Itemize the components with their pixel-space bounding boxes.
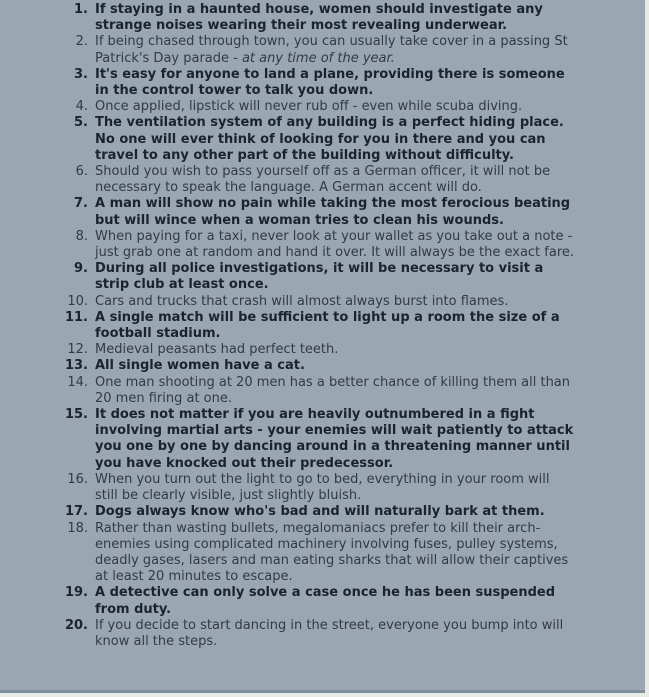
rule-number: 13. <box>64 358 88 374</box>
rule-number: 6. <box>75 164 88 180</box>
rule-item <box>0 585 645 617</box>
rule-item <box>0 472 645 504</box>
rule-item <box>0 229 645 261</box>
rule-number: 20. <box>64 617 88 633</box>
rule-item <box>0 67 645 99</box>
rule-text: It does not matter if you are heavily outnumbered in a fight involving martial arts - your enemies will wait patiently to attack you one by one by dancing around in a threatening manner until you have knocked out their predecessor. <box>95 407 574 471</box>
rule-item <box>0 261 645 293</box>
rule-text: Cars and trucks that crash will almost always burst into flames. <box>95 293 509 309</box>
rule-text: A man will show no pain while taking the most ferocious beating but will wince when a woman tries to clean his wounds. <box>95 196 571 228</box>
rule-number: 12. <box>67 342 88 358</box>
rule-item <box>0 164 645 196</box>
rule-item <box>0 115 645 164</box>
rule-item <box>0 521 645 586</box>
rule-item <box>0 310 645 342</box>
rule-text: Should you wish to pass yourself off as a German officer, it will not be necessary to speak the language. A German accent will do. <box>95 164 551 196</box>
rule-number: 14. <box>67 374 88 390</box>
rule-text: It's easy for anyone to land a plane, providing there is someone in the control tower to talk you down. <box>95 66 565 99</box>
rule-number: 5. <box>74 115 88 131</box>
rule-text: If you decide to start dancing in the street, everyone you bump into will know all the steps. <box>95 617 564 649</box>
rule-item <box>0 34 645 66</box>
rule-number: 2. <box>75 34 88 50</box>
rule-item <box>0 99 645 115</box>
rule-number: 15. <box>64 407 88 423</box>
rule-item <box>0 2 645 34</box>
rule-item <box>0 358 645 374</box>
rule-number: 3. <box>74 66 88 82</box>
rule-text: Dogs always know who's bad and will naturally bark at them. <box>95 504 545 520</box>
rule-text: A single match will be sufficient to light up a room the size of a football stadium. <box>95 309 560 342</box>
rule-item <box>0 196 645 228</box>
rule-item <box>0 504 645 520</box>
rule-number: 10. <box>67 293 88 309</box>
rule-number: 4. <box>75 99 88 115</box>
rule-text: A detective can only solve a case once he has been suspended from duty. <box>95 585 556 617</box>
rule-text: Medieval peasants had perfect teeth. <box>95 342 339 358</box>
rule-text: During all police investigations, it will be necessary to visit a strip club at least once. <box>95 261 544 293</box>
rule-number: 9. <box>74 261 88 277</box>
rule-text: The ventilation system of any building is a perfect hiding place. No one will ever think of looking for you in there and you can travel to any other part of the building without difficulty. <box>95 115 564 163</box>
rule-text: Once applied, lipstick will never rub off - even while scuba diving. <box>95 99 523 115</box>
rule-item <box>0 294 645 310</box>
rule-number: 8. <box>75 228 88 244</box>
rule-number: 16. <box>67 471 88 487</box>
rule-number: 7. <box>74 196 88 212</box>
rule-text: One man shooting at 20 men has a better chance of killing them all than 20 men firing at one. <box>95 374 571 406</box>
rule-text: If staying in a haunted house, women should investigate any strange noises wearing their most revealing underwear. <box>95 2 543 34</box>
rule-number: 19. <box>64 585 88 601</box>
rule-text-italic: at any time of the year. <box>241 50 395 66</box>
rule-text: If being chased through town, you can usually take cover in a passing St Patrick's Day parade - at any time of the year. <box>95 34 568 66</box>
rule-item <box>0 618 645 650</box>
rule-number: 18. <box>67 520 88 536</box>
rule-text: All single women have a cat. <box>95 358 305 374</box>
rule-number: 17. <box>64 504 88 520</box>
rule-text: Rather than wasting bullets, megalomaniacs prefer to kill their arch-enemies using complicated machinery involving fuses, pulley systems, deadly gases, lasers and man eating sharks that will allow their captives at least 20 minutes to escape. <box>95 520 569 585</box>
rule-item <box>0 407 645 472</box>
rule-text: When paying for a taxi, never look at your wallet as you take out a note - just grab one at random and hand it over. It will always be the exact fare. <box>95 228 575 261</box>
rule-text: When you turn out the light to go to bed, everything in your room will still be clearly visible, just slightly bluish. <box>95 471 550 504</box>
rule-item <box>0 375 645 407</box>
rule-number: 1. <box>74 2 88 17</box>
rule-number: 11. <box>64 309 88 325</box>
rule-item <box>0 342 645 358</box>
